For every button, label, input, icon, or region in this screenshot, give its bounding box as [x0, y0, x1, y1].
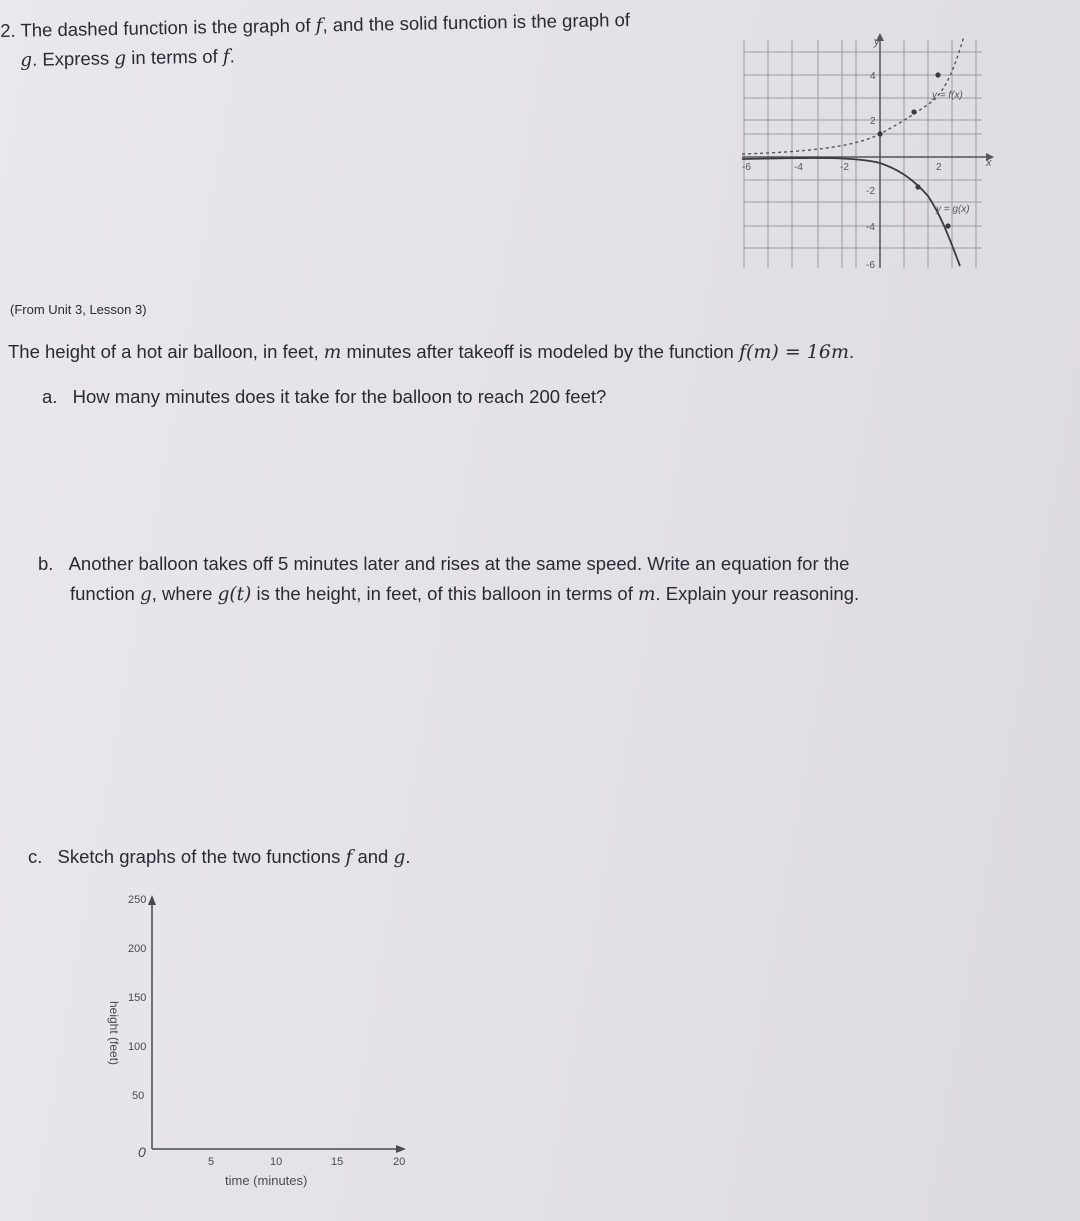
y-tick: 200: [128, 943, 147, 955]
y-tick: 50: [132, 1090, 145, 1102]
x-tick: 10: [270, 1156, 283, 1168]
x-axis-title: time (minutes): [225, 1173, 308, 1188]
g-point: [915, 184, 920, 189]
x-tick: 2: [936, 162, 942, 173]
y-tick: -6: [866, 260, 875, 270]
label-g: y = g(x): [936, 204, 970, 215]
part-c-label: c.: [28, 846, 43, 867]
y-tick: 150: [128, 992, 147, 1004]
transformation-graph: [742, 30, 1002, 270]
x-tick: 20: [393, 1156, 406, 1168]
y-tick: 4: [870, 71, 876, 82]
label-f: y = f(x): [932, 90, 963, 101]
f-point: [877, 131, 882, 136]
x-axis-label: x: [986, 157, 992, 169]
f-point: [911, 109, 916, 114]
y-tick: 100: [128, 1041, 147, 1053]
x-tick: -6: [742, 162, 751, 173]
part-b-line-1: b. Another balloon takes off 5 minutes later and rises at the same speed. Write an equation for the: [38, 553, 850, 574]
y-tick: -4: [866, 222, 875, 233]
g-point: [945, 223, 950, 228]
part-a-label: a.: [42, 386, 58, 407]
y-tick: -2: [866, 186, 875, 197]
solid-curve-g: [742, 158, 960, 266]
x-tick: -4: [794, 162, 803, 173]
part-c: c. Sketch graphs of the two functions f and g.: [28, 846, 411, 868]
origin-label: 0: [138, 1144, 146, 1160]
x-tick: 5: [208, 1156, 215, 1168]
problem-2-line-2: g. Express g in terms of f.: [20, 45, 235, 71]
y-tick: 250: [128, 894, 147, 906]
y-axis-title: height (feet): [107, 1000, 121, 1066]
part-a-question: How many minutes does it take for the balloon to reach 200 feet?: [72, 386, 607, 407]
sketch-axes: [90, 885, 420, 1195]
x-tick: -2: [840, 162, 849, 173]
part-b-line-2: function g, where g(t) is the height, in feet, of this balloon in terms of m. Explain your reasoning.: [70, 583, 860, 605]
y-tick: 2: [870, 116, 876, 127]
dashed-curve-f: [742, 36, 964, 154]
part-a: [42, 383, 606, 411]
part-b-label: b.: [38, 553, 54, 574]
problem-number: 2.: [0, 19, 16, 41]
source-note: (From Unit 3, Lesson 3): [10, 302, 147, 317]
problem-2-line-1: 2. The dashed function is the graph of f, and the solid function is the graph of: [0, 9, 631, 41]
problem-3-stem: The height of a hot air balloon, in feet, m minutes after takeoff is modeled by the function f(m) = 16m.: [8, 341, 855, 363]
y-axis-label: y: [874, 36, 880, 48]
f-point: [935, 72, 940, 77]
x-tick: 15: [331, 1156, 344, 1168]
function-definition: f(m) = 16m: [738, 341, 850, 363]
